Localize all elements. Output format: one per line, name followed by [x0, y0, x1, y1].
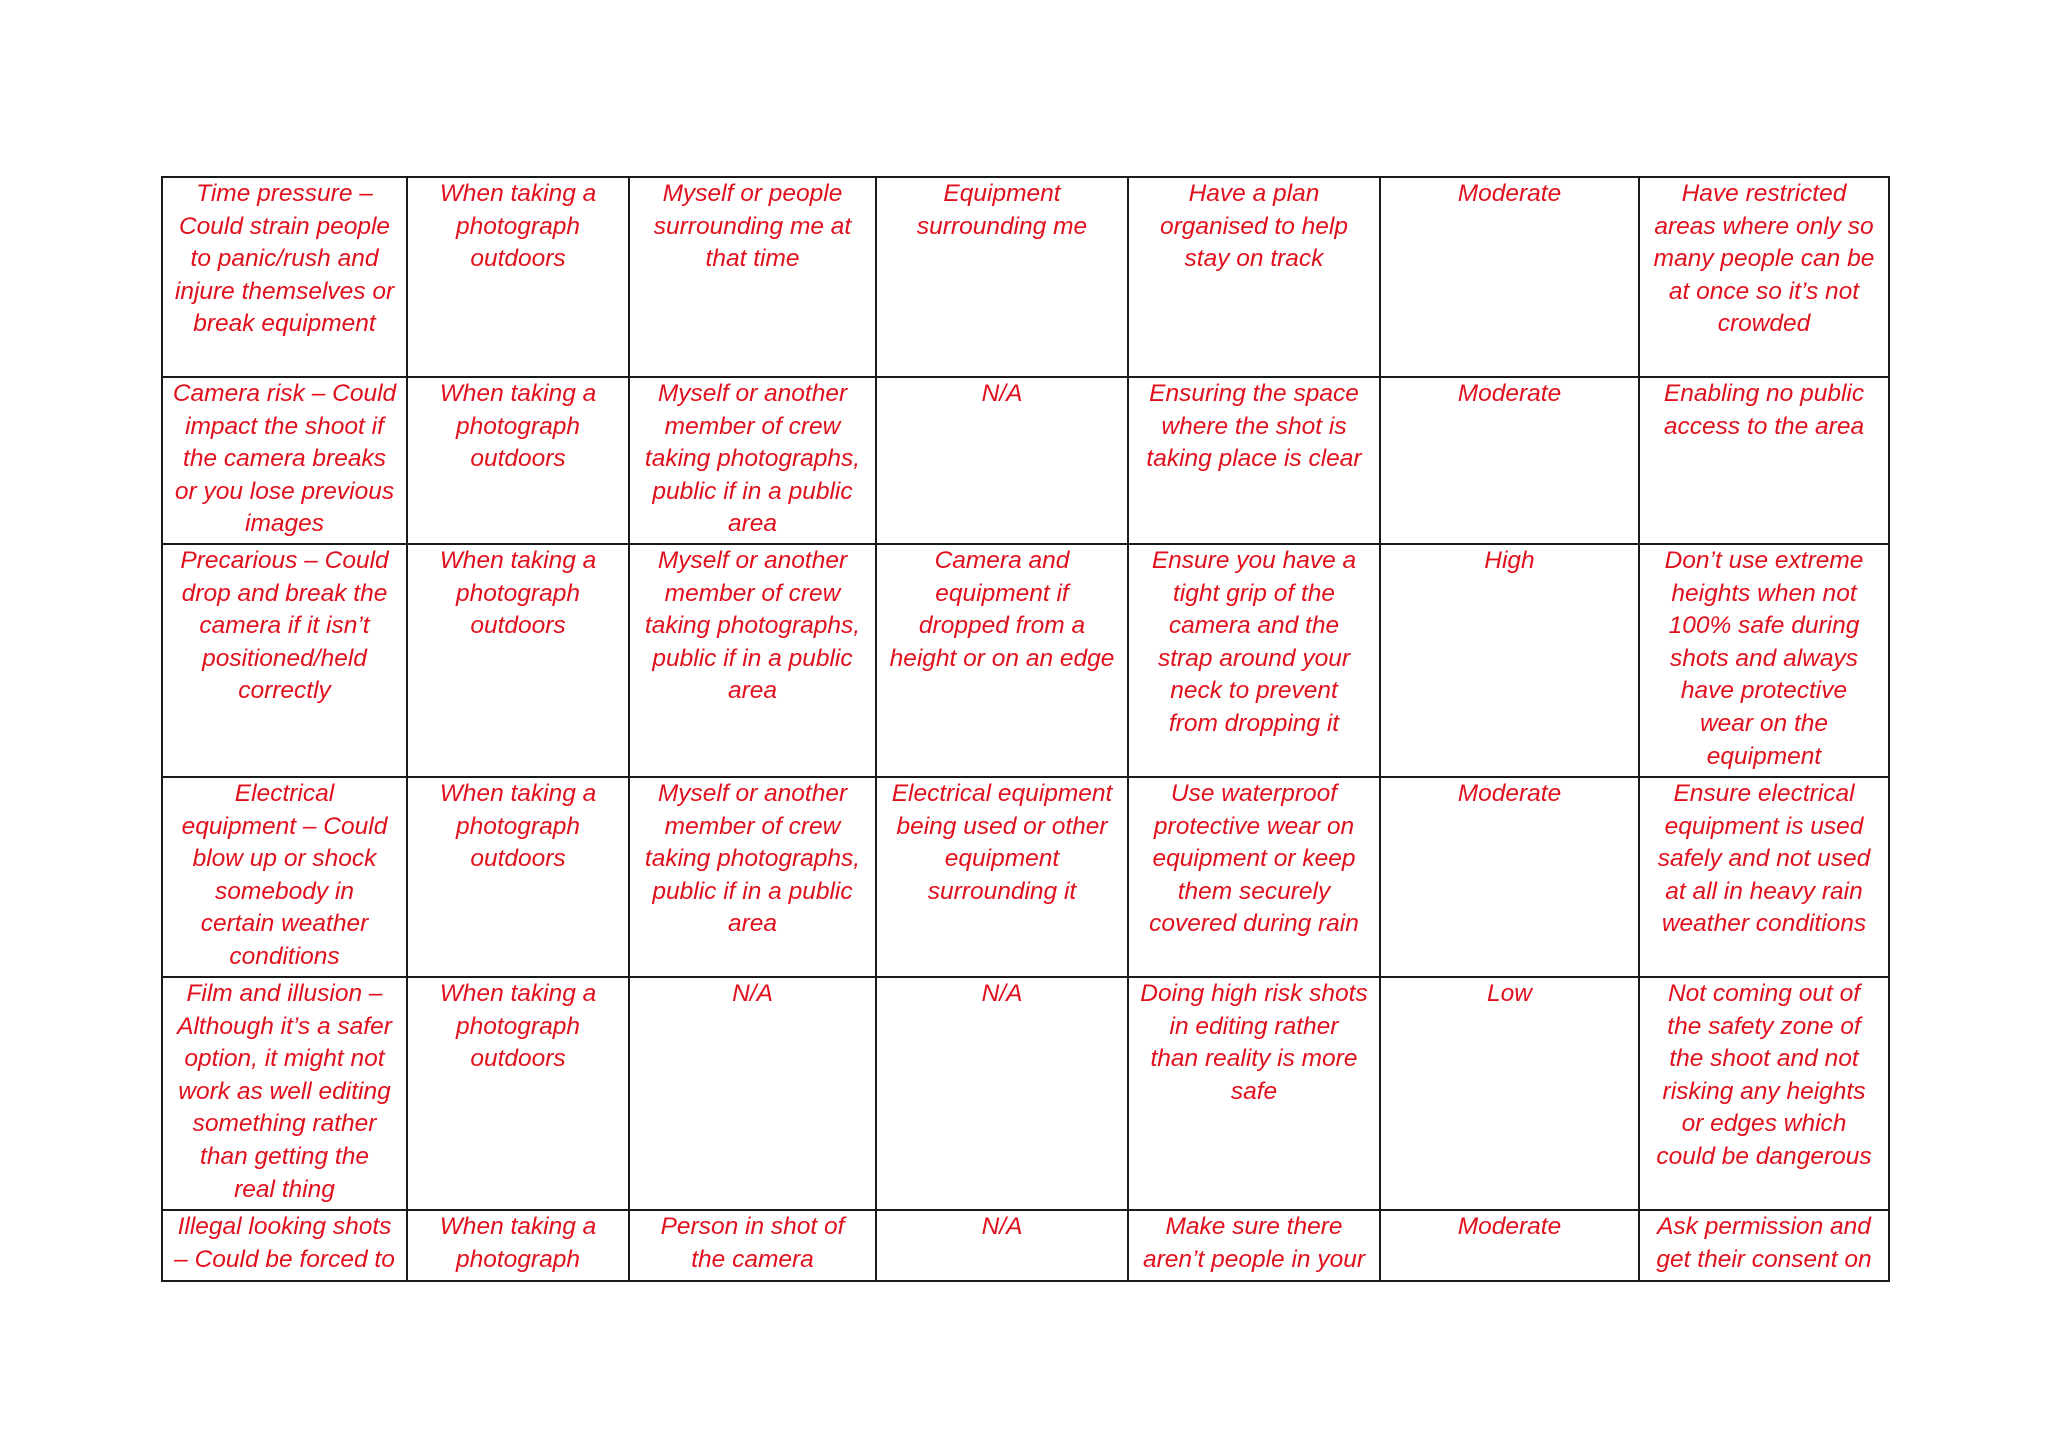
- cell-text: When taking a photograph outdoors: [439, 547, 597, 640]
- table-cell-control-measure: [1128, 777, 1380, 977]
- cell-text: Person in shot of the camera: [660, 1213, 845, 1273]
- table-cell-control-measure: [1128, 977, 1380, 1210]
- table-cell-control-measure: [1128, 177, 1380, 377]
- table-cell-control-measure: [1128, 1210, 1380, 1281]
- table-cell-hazard: [162, 977, 407, 1210]
- table-cell-what-at-risk: [876, 977, 1128, 1210]
- table-cell-hazard: [162, 1210, 407, 1281]
- cell-text: When taking a photograph: [439, 1213, 597, 1273]
- table-row: [162, 377, 1889, 544]
- cell-text: Moderate: [1457, 780, 1562, 807]
- cell-text: Ask permission and get their consent on: [1656, 1213, 1872, 1273]
- cell-text: Illegal looking shots – Could be forced to: [174, 1213, 395, 1273]
- risk-assessment-table: [161, 176, 1890, 1282]
- table-cell-who-at-risk: [629, 777, 876, 977]
- cell-text: When taking a photograph outdoors: [439, 180, 597, 273]
- table-cell-further-action: [1639, 977, 1889, 1210]
- table-cell-who-at-risk: [629, 544, 876, 777]
- cell-text: When taking a photograph outdoors: [439, 380, 597, 473]
- table-cell-what-at-risk: [876, 377, 1128, 544]
- cell-text: N/A: [981, 1213, 1023, 1240]
- table-cell-what-at-risk: [876, 777, 1128, 977]
- cell-text: Ensuring the space where the shot is taking place is clear: [1146, 380, 1362, 473]
- cell-text: High: [1484, 547, 1535, 574]
- table-cell-risk-level: [1380, 777, 1639, 977]
- table-cell-who-at-risk: [629, 977, 876, 1210]
- table-cell-further-action: [1639, 1210, 1889, 1281]
- table-cell-when: [407, 377, 629, 544]
- table-row: [162, 777, 1889, 977]
- table-cell-control-measure: [1128, 544, 1380, 777]
- table-cell-who-at-risk: [629, 177, 876, 377]
- table-body: [162, 177, 1889, 1281]
- table-row: [162, 977, 1889, 1210]
- cell-text: Film and illusion – Although it’s a safer option, it might not work as well editing something rather than getting the real thing: [177, 980, 392, 1203]
- cell-text: Myself or another member of crew taking photographs, public if in a public area: [644, 780, 861, 938]
- table-cell-who-at-risk: [629, 1210, 876, 1281]
- table-cell-risk-level: [1380, 377, 1639, 544]
- table-cell-who-at-risk: [629, 377, 876, 544]
- cell-text: When taking a photograph outdoors: [439, 780, 597, 873]
- cell-text: N/A: [981, 980, 1023, 1007]
- table-cell-risk-level: [1380, 544, 1639, 777]
- cell-text: Not coming out of the safety zone of the shoot and not risking any heights or edges which could be dangerous: [1656, 980, 1872, 1170]
- cell-text: Equipment surrounding me: [916, 180, 1088, 240]
- cell-text: Doing high risk shots in editing rather than reality is more safe: [1140, 980, 1368, 1105]
- cell-text: Have a plan organised to help stay on track: [1160, 180, 1348, 273]
- cell-text: Low: [1487, 980, 1532, 1007]
- cell-text: Myself or people surrounding me at that time: [653, 180, 852, 273]
- table-row: [162, 177, 1889, 377]
- table-cell-when: [407, 777, 629, 977]
- table-cell-further-action: [1639, 177, 1889, 377]
- cell-text: Precarious – Could drop and break the camera if it isn’t positioned/held correctly: [180, 547, 389, 705]
- cell-text: Myself or another member of crew taking photographs, public if in a public area: [644, 547, 861, 705]
- cell-text: When taking a photograph outdoors: [439, 980, 597, 1073]
- table-row: [162, 1210, 1889, 1281]
- table-cell-hazard: [162, 777, 407, 977]
- table-cell-hazard: [162, 377, 407, 544]
- cell-text: Camera and equipment if dropped from a height or on an edge: [889, 547, 1115, 672]
- table-cell-when: [407, 544, 629, 777]
- cell-text: N/A: [732, 980, 773, 1007]
- cell-text: Electrical equipment being used or other equipment surrounding it: [891, 780, 1113, 905]
- table-cell-when: [407, 977, 629, 1210]
- cell-text: Electrical equipment – Could blow up or shock somebody in certain weather conditions: [181, 780, 388, 970]
- cell-text: Moderate: [1457, 380, 1562, 407]
- cell-text: Make sure there aren’t people in your: [1142, 1213, 1365, 1273]
- cell-text: Enabling no public access to the area: [1663, 380, 1865, 440]
- table-cell-risk-level: [1380, 1210, 1639, 1281]
- cell-text: Moderate: [1457, 1213, 1562, 1240]
- table-cell-hazard: [162, 544, 407, 777]
- table-cell-risk-level: [1380, 977, 1639, 1210]
- table-cell-when: [407, 1210, 629, 1281]
- table-row: [162, 544, 1889, 777]
- table-cell-control-measure: [1128, 377, 1380, 544]
- table-cell-further-action: [1639, 377, 1889, 544]
- table-cell-further-action: [1639, 777, 1889, 977]
- cell-text: Moderate: [1457, 180, 1562, 207]
- table-cell-what-at-risk: [876, 1210, 1128, 1281]
- table-cell-further-action: [1639, 544, 1889, 777]
- cell-text: Ensure you have a tight grip of the camera and the strap around your neck to prevent from dropping it: [1151, 547, 1357, 737]
- table-cell-what-at-risk: [876, 544, 1128, 777]
- cell-text: Ensure electrical equipment is used safely and not used at all in heavy rain weather conditions: [1657, 780, 1871, 938]
- table-cell-risk-level: [1380, 177, 1639, 377]
- cell-text: Myself or another member of crew taking photographs, public if in a public area: [644, 380, 861, 538]
- table-cell-what-at-risk: [876, 177, 1128, 377]
- cell-text: Time pressure – Could strain people to panic/rush and injure themselves or break equipment: [174, 180, 395, 338]
- table-cell-hazard: [162, 177, 407, 377]
- table-cell-when: [407, 177, 629, 377]
- cell-text: Don’t use extreme heights when not 100% safe during shots and always have protective wear on the equipment: [1664, 547, 1864, 770]
- cell-text: N/A: [981, 380, 1023, 407]
- cell-text: Have restricted areas where only so many people can be at once so it’s not crowded: [1653, 180, 1875, 338]
- cell-text: Camera risk – Could impact the shoot if the camera breaks or you lose previous images: [172, 380, 397, 538]
- cell-text: Use waterproof protective wear on equipment or keep them securely covered during rain: [1149, 780, 1359, 938]
